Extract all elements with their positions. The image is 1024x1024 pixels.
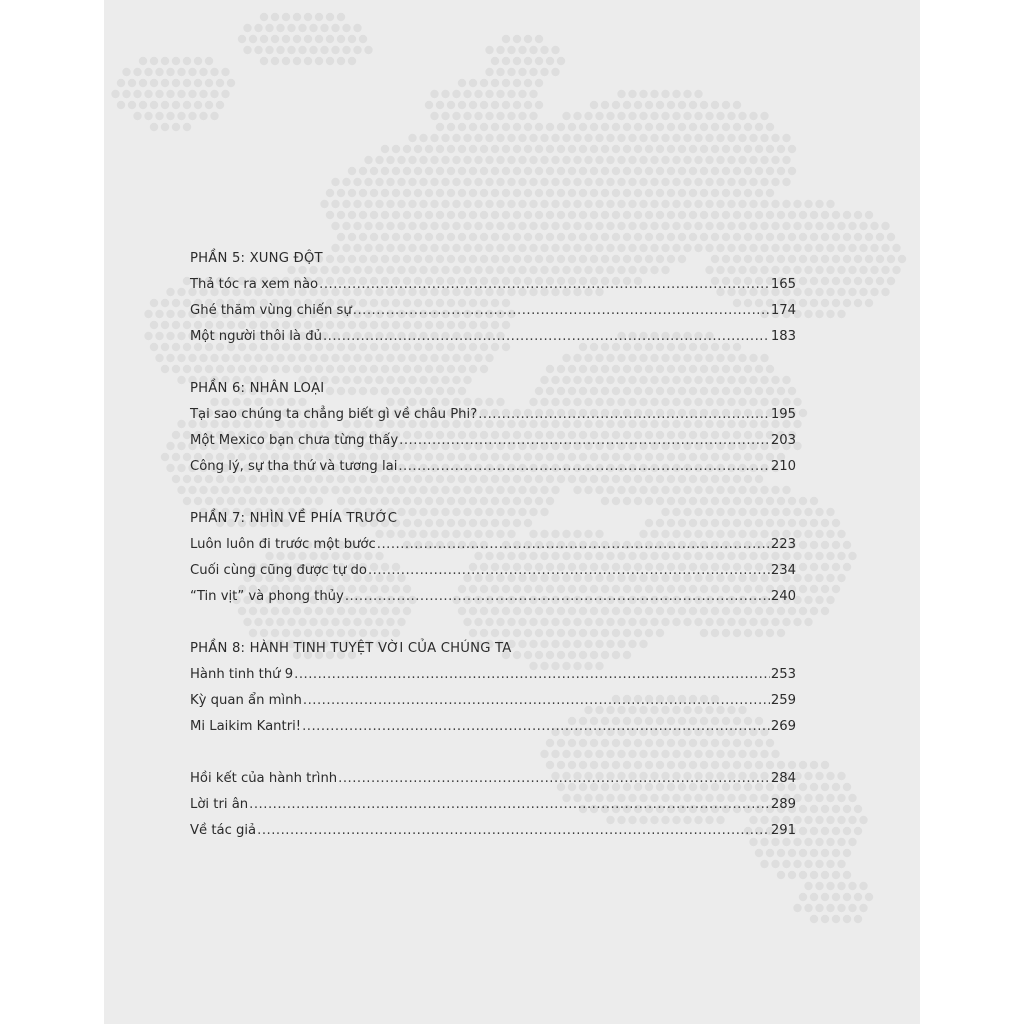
- toc-entry[interactable]: [190, 662, 796, 688]
- toc-entry[interactable]: [190, 688, 796, 714]
- dot-leader: [323, 324, 770, 350]
- entry-title: Kỳ quan ẩn mình: [190, 693, 302, 708]
- entry-page-number: 174: [770, 303, 796, 318]
- toc-entry[interactable]: [190, 532, 796, 558]
- dot-leader: [478, 402, 770, 428]
- dot-leader: [338, 766, 770, 792]
- entry-page-number: 291: [770, 823, 796, 838]
- entry-page-number: 223: [770, 537, 796, 552]
- toc-entry[interactable]: [190, 428, 796, 454]
- dot-leader: [353, 298, 770, 324]
- entry-page-number: 284: [770, 771, 796, 786]
- toc-section: [190, 376, 796, 480]
- toc-entry[interactable]: [190, 402, 796, 428]
- entry-title: Hành tinh thứ 9: [190, 667, 294, 682]
- entry-page-number: 240: [770, 589, 796, 604]
- dot-leader: [345, 584, 770, 610]
- book-page: [104, 0, 920, 1024]
- entry-page-number: 289: [770, 797, 796, 812]
- entry-title: Một Mexico bạn chưa từng thấy: [190, 433, 399, 448]
- dot-leader: [377, 532, 770, 558]
- toc-entry[interactable]: [190, 298, 796, 324]
- toc-entry[interactable]: [190, 714, 796, 740]
- dot-leader: [319, 272, 770, 298]
- entry-page-number: 269: [770, 719, 796, 734]
- entry-page-number: 259: [770, 693, 796, 708]
- toc-entry[interactable]: [190, 766, 796, 792]
- entry-title: Công lý, sự tha thứ và tương lai: [190, 459, 398, 474]
- entry-page-number: 203: [770, 433, 796, 448]
- entry-page-number: 253: [770, 667, 796, 682]
- table-of-contents: [190, 246, 796, 870]
- toc-entry[interactable]: [190, 454, 796, 480]
- toc-section: [190, 246, 796, 350]
- dot-leader: [368, 558, 770, 584]
- toc-entry[interactable]: [190, 558, 796, 584]
- entry-title: “Tin vịt” và phong thủy: [190, 589, 344, 604]
- section-heading: PHẦN 6: NHÂN LOẠI: [190, 381, 325, 396]
- dot-leader: [294, 662, 770, 688]
- entry-page-number: 210: [770, 459, 796, 474]
- toc-section: [190, 636, 796, 740]
- dot-leader: [399, 428, 770, 454]
- entry-title: Cuối cùng cũng được tự do: [190, 563, 367, 578]
- entry-page-number: 234: [770, 563, 796, 578]
- dot-leader: [303, 688, 770, 714]
- section-heading: PHẦN 8: HÀNH TINH TUYỆT VỜI CỦA CHÚNG TA: [190, 641, 512, 656]
- toc-entry[interactable]: [190, 272, 796, 298]
- section-heading: PHẦN 5: XUNG ĐỘT: [190, 251, 323, 266]
- dot-leader: [398, 454, 769, 480]
- entry-title: Hồi kết của hành trình: [190, 771, 338, 786]
- toc-entry[interactable]: [190, 792, 796, 818]
- toc-section: [190, 506, 796, 610]
- entry-title: Luôn luôn đi trước một bước: [190, 537, 376, 552]
- entry-page-number: 195: [770, 407, 796, 422]
- dot-leader: [249, 792, 770, 818]
- entry-title: Ghé thăm vùng chiến sự: [190, 303, 352, 318]
- entry-page-number: 183: [770, 329, 796, 344]
- entry-title: Thả tóc ra xem nào: [190, 277, 319, 292]
- entry-page-number: 165: [770, 277, 796, 292]
- entry-title: Tại sao chúng ta chẳng biết gì về châu Phi?: [190, 407, 478, 422]
- entry-title: Mi Laikim Kantri!: [190, 719, 302, 734]
- toc-entry[interactable]: [190, 324, 796, 350]
- entry-title: Về tác giả: [190, 823, 257, 838]
- toc-entry[interactable]: [190, 818, 796, 844]
- section-heading: PHẦN 7: NHÌN VỀ PHÍA TRƯỚC: [190, 511, 398, 526]
- entry-title: Lời tri ân: [190, 797, 249, 812]
- entry-title: Một người thôi là đủ: [190, 329, 322, 344]
- dot-leader: [302, 714, 770, 740]
- dot-leader: [257, 818, 770, 844]
- toc-entry[interactable]: [190, 584, 796, 610]
- toc-section-backmatter: [190, 766, 796, 844]
